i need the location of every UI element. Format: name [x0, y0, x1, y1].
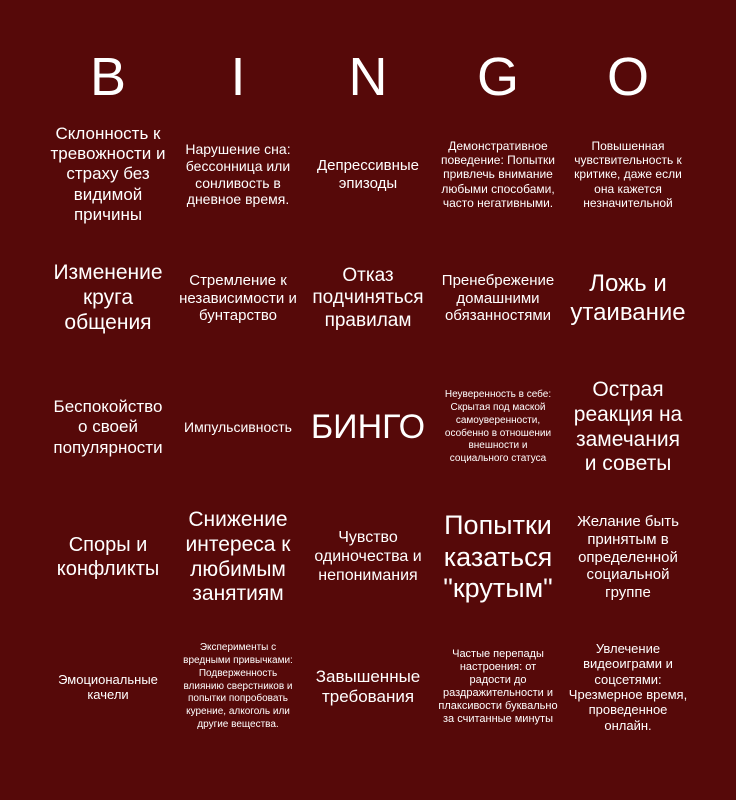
bingo-cell-text: Ложь и утаивание — [570, 270, 686, 326]
header-letter-o: O — [606, 47, 649, 107]
bingo-header — [43, 42, 693, 112]
bingo-cell[interactable] — [433, 237, 563, 360]
bingo-cell[interactable] — [173, 237, 303, 360]
bingo-cell-text: Депрессивные эпизоды — [316, 156, 420, 192]
header-letter-b: B — [89, 47, 127, 107]
bingo-cell-text: Чувство одиночества и непонимания — [314, 529, 422, 584]
bingo-cell[interactable] — [563, 360, 693, 495]
bingo-cell[interactable] — [433, 360, 563, 495]
bingo-cell[interactable] — [433, 495, 563, 620]
bingo-cell[interactable] — [173, 495, 303, 620]
bingo-cell[interactable] — [303, 495, 433, 620]
bingo-cell-text: Отказ подчиняться правилам — [312, 264, 424, 331]
bingo-cell-text: Склонность к тревожности и страху без видимой причины — [50, 124, 166, 224]
bingo-cell[interactable] — [173, 112, 303, 237]
bingo-cell-text: Пренебрежение домашними обязанностями — [441, 271, 555, 325]
bingo-cell-text: Эмоциональные качели — [58, 671, 158, 702]
bingo-cell-text: Стремление к независимости и бунтарство — [179, 271, 297, 325]
bingo-cell-text: Споры и конфликты — [56, 533, 160, 580]
bingo-cell[interactable] — [173, 360, 303, 495]
free-space-cell[interactable] — [303, 360, 433, 495]
bingo-cell[interactable] — [563, 620, 693, 754]
bingo-cell[interactable] — [303, 237, 433, 360]
bingo-cell[interactable] — [173, 620, 303, 754]
bingo-cell-text: Острая реакция на замечания и советы — [573, 377, 683, 476]
bingo-cell[interactable] — [43, 620, 173, 754]
bingo-cell[interactable] — [43, 360, 173, 495]
bingo-cell-text: Снижение интереса к любимым занятиям — [185, 507, 291, 606]
bingo-cell-text: Повышенная чувствительность к критике, даже если она кажется незначительной — [574, 139, 682, 210]
bingo-cell[interactable] — [563, 237, 693, 360]
bingo-cell-text: Неуверенность в себе: Скрытая под маской самоуверенности, особенно в отношении внешности и социального статуса — [444, 389, 552, 465]
bingo-cell-text: Увлечение видеоиграми и соцсетями: Чрезмерное время, проведенное онлайн. — [568, 641, 688, 733]
bingo-cell[interactable] — [563, 112, 693, 237]
bingo-cell[interactable] — [303, 112, 433, 237]
bingo-cell[interactable] — [433, 620, 563, 754]
bingo-cell-text: Желание быть принятым в определенной социальной группе — [577, 513, 679, 602]
bingo-cell-text: Изменение круга общения — [53, 261, 163, 334]
bingo-cell[interactable] — [43, 237, 173, 360]
bingo-cell[interactable] — [433, 112, 563, 237]
header-letter-i: I — [230, 47, 246, 107]
free-space-text: БИНГО — [310, 408, 426, 447]
header-letter-g: G — [476, 47, 519, 107]
bingo-cell[interactable] — [43, 112, 173, 237]
bingo-cell-text: Импульсивность — [184, 419, 292, 436]
bingo-cell[interactable] — [303, 620, 433, 754]
bingo-cell-text: Демонстративное поведение: Попытки привлечь внимание любыми способами, часто негативными. — [440, 139, 556, 210]
bingo-cell[interactable] — [43, 495, 173, 620]
bingo-cell-text: Завышенные требования — [315, 666, 421, 706]
bingo-cell-text: Беспокойство о своей популярности — [53, 397, 163, 457]
bingo-cell-text: Эксперименты с вредными привычками: Подверженность влиянию сверстников и попытки попробовать курение, алкоголь или другие вещества. — [183, 642, 293, 730]
bingo-grid — [43, 112, 693, 754]
bingo-cell-text: Частые перепады настроения: от радости до раздражительности и плаксивости буквально за считанные минуты — [438, 648, 558, 725]
bingo-cell-text: Нарушение сна: бессонница или сонливость в дневное время. — [185, 141, 291, 208]
bingo-cell-text: Попытки казаться "крутым" — [443, 509, 553, 604]
bingo-cell[interactable] — [563, 495, 693, 620]
header-letter-n: N — [348, 47, 388, 107]
